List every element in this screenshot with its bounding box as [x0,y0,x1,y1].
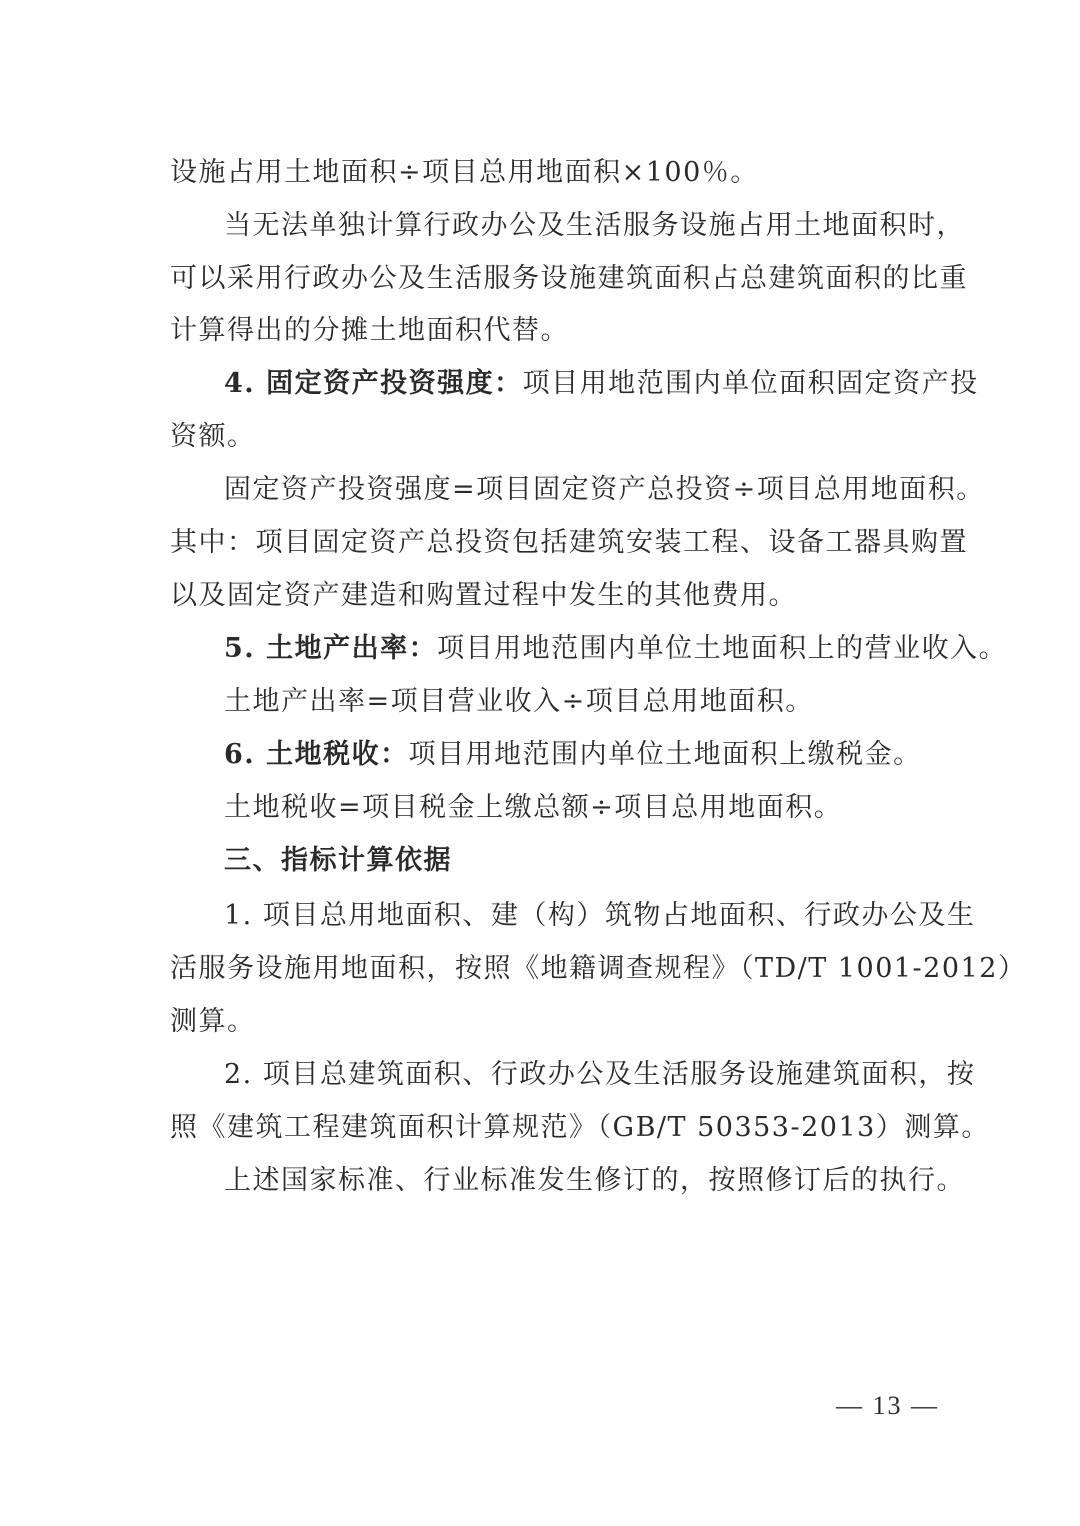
body-line: 计算得出的分摊土地面积代替。 [170,315,569,346]
item-6-line [224,737,945,773]
section-heading: 三、指标计算依据 [224,845,452,876]
body-line: 土地产出率=项目营业收入÷项目总用地面积。 [224,686,814,717]
body-line: 2. 项目总建筑面积、行政办公及生活服务设施建筑面积，按 [224,1059,976,1090]
item-5-line [224,631,1008,667]
body-line: 资额。 [170,421,256,452]
item-4-label: 4. 固定资产投资强度： [224,368,523,399]
body-line: 其中：项目固定资产总投资包括建筑安装工程、设备工器具购置 [170,527,968,558]
body-line: 设施占用土地面积÷项目总用地面积×100％。 [170,157,759,188]
body-line: 当无法单独计算行政办公及生活服务设施占用土地面积时， [224,210,965,241]
item-4-text: 项目用地范围内单位面积固定资产投 [522,368,979,399]
body-line: 固定资产投资强度=项目固定资产总投资÷项目总用地面积。 [224,474,985,505]
body-line: 可以采用行政办公及生活服务设施建筑面积占总建筑面积的比重 [170,263,968,294]
body-line: 测算。 [170,1006,256,1037]
body-line: 土地税收=项目税金上缴总额÷项目总用地面积。 [224,792,843,823]
body-line: 活服务设施用地面积，按照《地籍调查规程》（TD/T 1001-2012） [170,953,1027,984]
body-line: 照《建筑工程建筑面积计算规范》（GB/T 50353-2013）测算。 [170,1112,990,1143]
body-line: 上述国家标准、行业标准发生修订的，按照修订后的执行。 [224,1165,965,1196]
item-5-label: 5. 土地产出率： [224,633,438,664]
page-number: — 13 — [836,1391,939,1420]
body-line: 以及固定资产建造和购置过程中发生的其他费用。 [170,580,797,611]
item-6-label: 6. 土地税收： [224,739,409,770]
item-4-line [224,366,979,402]
body-line: 1. 项目总用地面积、建（构）筑物占地面积、行政办公及生 [224,900,976,931]
item-6-text: 项目用地范围内单位土地面积上缴税金。 [408,739,922,770]
item-5-text: 项目用地范围内单位土地面积上的营业收入。 [437,633,1008,664]
